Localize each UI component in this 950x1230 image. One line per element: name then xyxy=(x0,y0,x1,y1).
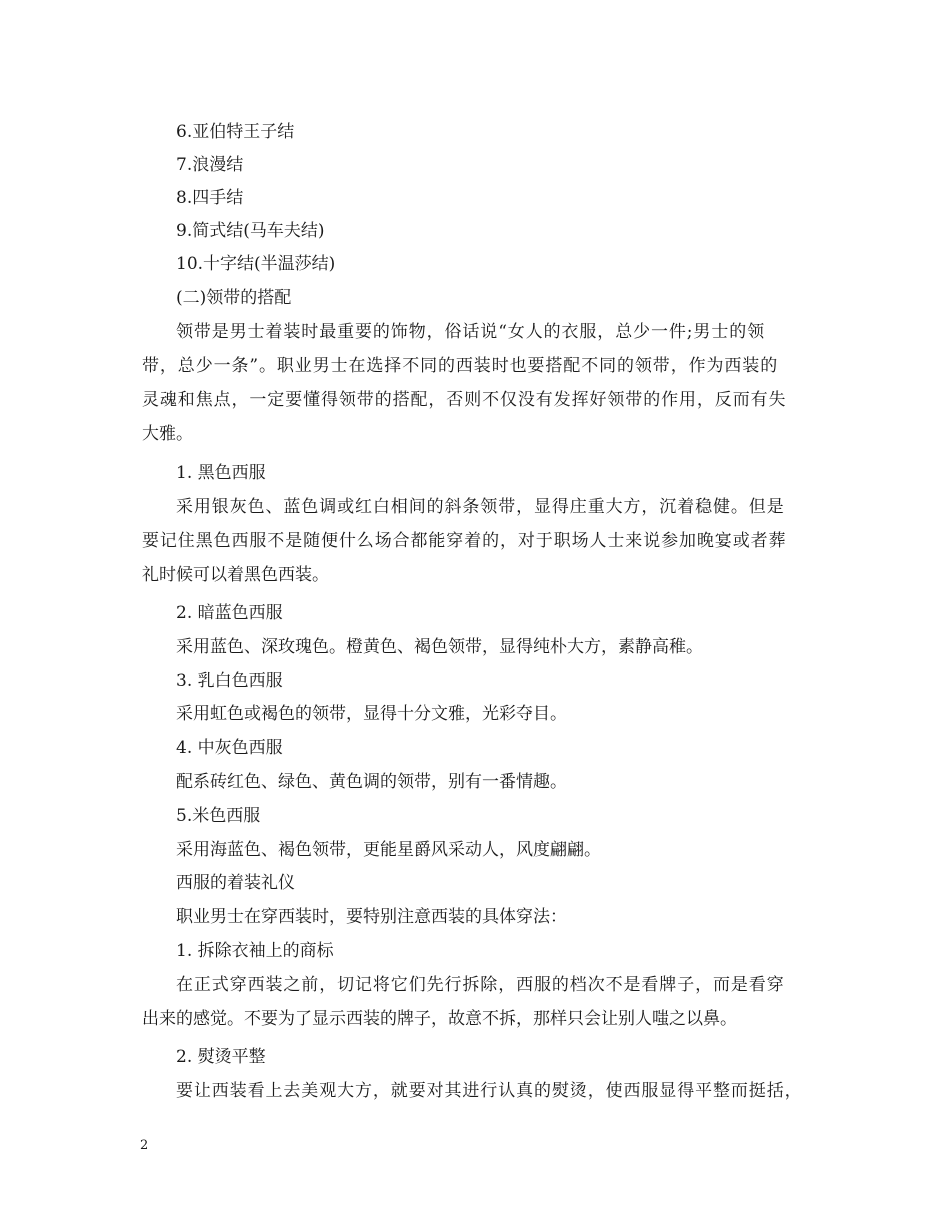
paragraph-line: 带，总少一条”。职业男士在选择不同的西装时也要搭配不同的领带，作为西装的 xyxy=(142,356,779,376)
paragraph-line: 要让西装看上去美观大方，就要对其进行认真的熨烫，使西服显得平整而挺括， xyxy=(176,1081,803,1101)
subheading: 1. 拆除衣袖上的商标 xyxy=(176,941,334,961)
paragraph-line: 要记住黑色西服不是随便什么场合都能穿着的，对于职场人士来说参加晚宴或者葬 xyxy=(142,531,787,551)
section-heading: (二)领带的搭配 xyxy=(176,288,292,308)
paragraph-line: 采用蓝色、深玫瑰色。橙黄色、褐色领带，显得纯朴大方，素静高稚。 xyxy=(176,637,703,657)
paragraph-line: 采用虹色或褐色的领带，显得十分文雅，光彩夺目。 xyxy=(176,704,567,724)
paragraph-line: 灵魂和焦点，一定要懂得领带的搭配，否则不仅没有发挥好领带的作用，反而有失 xyxy=(142,390,787,410)
paragraph-line: 职业男士在穿西装时，要特别注意西装的具体穿法： xyxy=(176,907,567,927)
list-item: 10.十字结(半温莎结) xyxy=(176,254,336,274)
section-heading: 西服的着装礼仪 xyxy=(176,873,295,893)
list-item: 7.浪漫结 xyxy=(176,155,244,175)
subheading: 5.米色西服 xyxy=(176,806,261,826)
subheading: 1. 黑色西服 xyxy=(176,463,266,483)
subheading: 2. 暗蓝色西服 xyxy=(176,603,283,623)
paragraph-line: 采用海蓝色、褐色领带，更能星爵风采动人，风度翩翩。 xyxy=(176,840,601,860)
paragraph-line: 采用银灰色、蓝色调或红白相间的斜条领带，显得庄重大方，沉着稳健。但是 xyxy=(176,497,785,517)
list-item: 8.四手结 xyxy=(176,188,244,208)
page-number: 2 xyxy=(140,1138,149,1153)
paragraph-line: 领带是男士着装时最重要的饰物，俗话说“女人的衣服，总少一件;男士的领 xyxy=(176,322,766,342)
paragraph-line: 配系砖红色、绿色、黄色调的领带，别有一番情趣。 xyxy=(176,772,567,792)
subheading: 4. 中灰色西服 xyxy=(176,738,283,758)
paragraph-line: 在正式穿西装之前，切记将它们先行拆除，西服的档次不是看牌子，而是看穿 xyxy=(176,975,785,995)
list-item: 9.简式结(马车夫结) xyxy=(176,221,325,241)
paragraph-line: 出来的感觉。不要为了显示西装的牌子，故意不拆，那样只会让别人嗤之以鼻。 xyxy=(142,1009,737,1029)
subheading: 3. 乳白色西服 xyxy=(176,671,283,691)
subheading: 2. 熨烫平整 xyxy=(176,1047,266,1067)
list-item: 6.亚伯特王子结 xyxy=(176,122,295,142)
paragraph-line: 礼时候可以着黑色西装。 xyxy=(142,565,329,585)
paragraph-line: 大雅。 xyxy=(142,424,193,444)
